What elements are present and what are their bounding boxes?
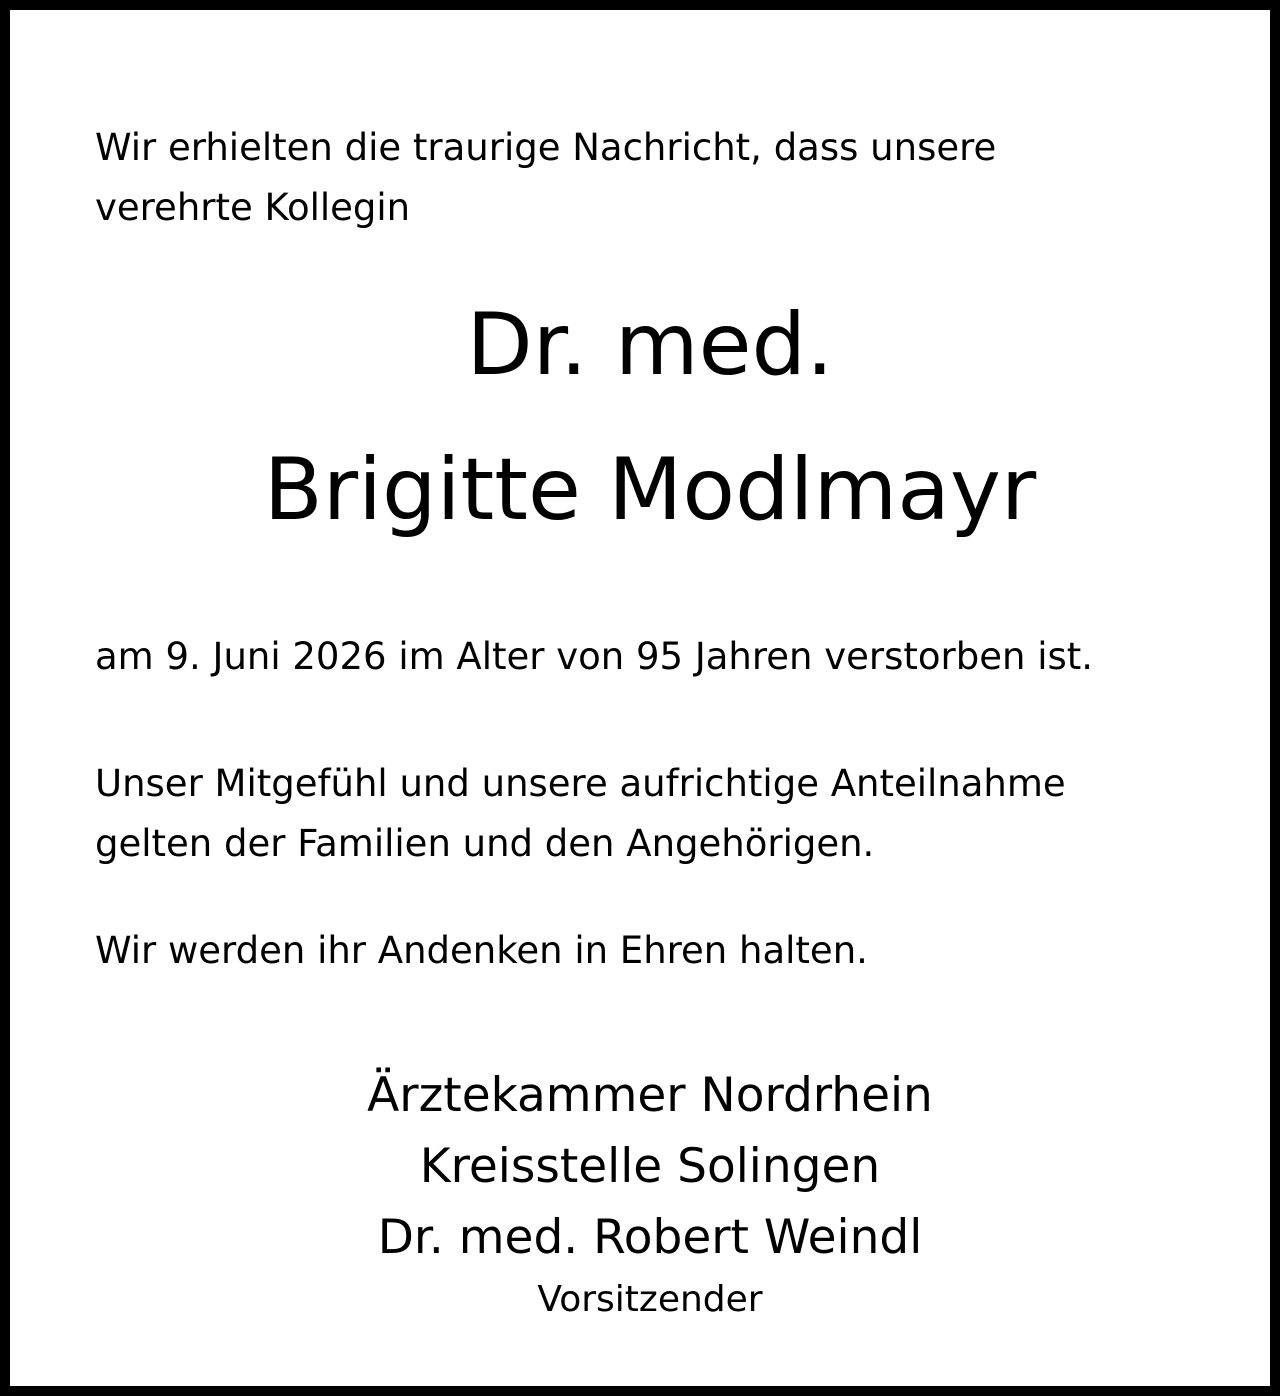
sympathy-text (95, 754, 1245, 874)
sympathy-line-2: gelten der Familien und den Angehörigen. (95, 822, 875, 865)
signature-role: Vorsitzender (537, 1279, 763, 1320)
remembrance-text: Wir werden ihr Andenken in Ehren halten. (95, 929, 868, 972)
death-statement: am 9. Juni 2026 im Alter von 95 Jahren verstorben ist. (95, 635, 1094, 678)
deceased-title: Dr. med. (466, 295, 834, 395)
signature-branch: Kreisstelle Solingen (419, 1139, 881, 1194)
signature-person: Dr. med. Robert Weindl (377, 1210, 923, 1265)
deceased-name: Brigitte Modlmayr (263, 440, 1037, 540)
signature-organization: Ärztekammer Nordrhein (367, 1068, 933, 1123)
sympathy-line-1: Unser Mitgefühl und unsere aufrichtige Anteilnahme (95, 762, 1066, 805)
intro-line-2: verehrte Kollegin (95, 186, 411, 229)
intro-text (95, 118, 1195, 238)
intro-line-1: Wir erhielten die traurige Nachricht, dass unsere (95, 126, 997, 169)
